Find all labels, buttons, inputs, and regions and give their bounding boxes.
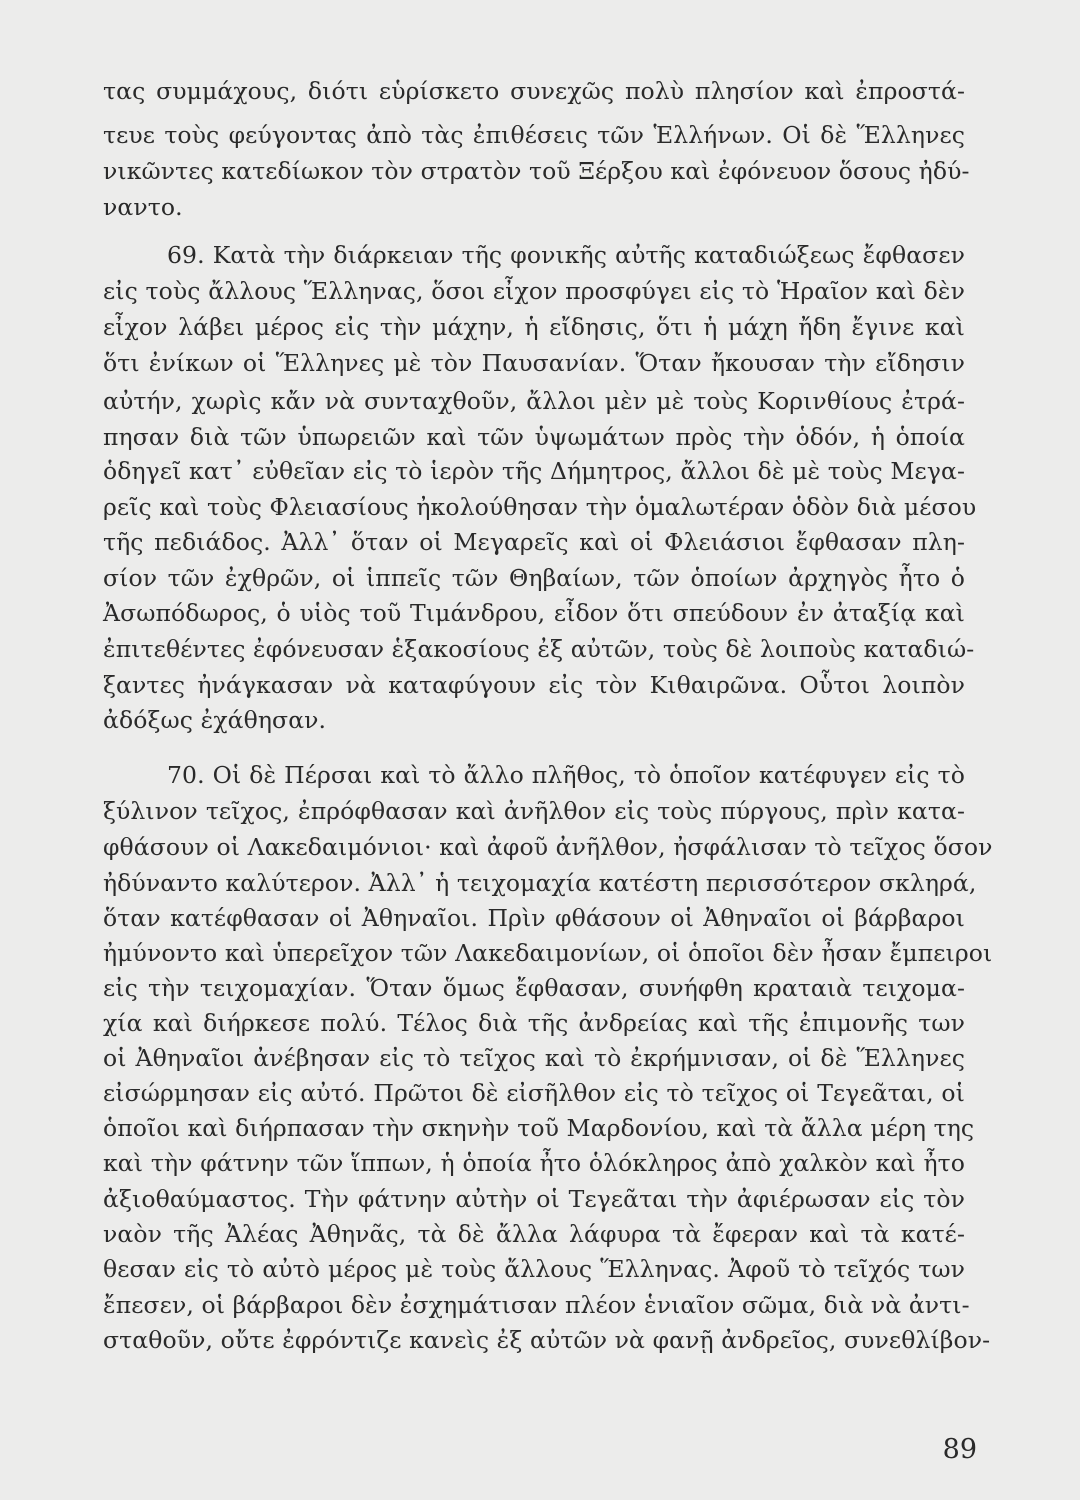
text-line: εἰς τὴν τειχομαχίαν. Ὅταν ὅμως ἔφθασαν, συνήφθη κραταιὰ τειχομα- — [103, 974, 965, 1002]
text-line: ξύλινον τεῖχος, ἐπρόφθασαν καὶ ἀνῆλθον εἰς τοὺς πύργους, πρὶν κατα- — [103, 797, 965, 825]
text-line: ἀξιοθαύμαστος. Τὴν φάτνην αὐτὴν οἱ Τεγεᾶται τὴν ἀφιέρωσαν εἰς τὸν — [103, 1185, 965, 1213]
text-line: καὶ τὴν φάτνην τῶν ἵππων, ἡ ὁποία ἦτο ὁλόκληρος ἀπὸ χαλκὸν καὶ ἦτο — [103, 1149, 965, 1177]
text-line: τας συμμάχους, διότι εὑρίσκετο συνεχῶς πολὺ πλησίον καὶ ἐπροστά- — [103, 77, 965, 105]
text-line: τευε τοὺς φεύγοντας ἀπὸ τὰς ἐπιθέσεις τῶν Ἑλλήνων. Οἱ δὲ Ἕλληνες — [103, 121, 965, 149]
text-line: σταθοῦν, οὔτε ἐφρόντιζε κανεὶς ἐξ αὐτῶν νὰ φανῇ ἀνδρεῖος, συνεθλίβον- — [103, 1326, 991, 1354]
text-line: ὁποῖοι καὶ διήρπασαν τὴν σκηνὴν τοῦ Μαρδονίου, καὶ τὰ ἄλλα μέρη της — [103, 1114, 975, 1142]
text-line: οἱ Ἀθηναῖοι ἀνέβησαν εἰς τὸ τεῖχος καὶ τὸ ἐκρήμνισαν, οἱ δὲ Ἕλληνες — [103, 1044, 965, 1072]
text-line: εἶχον λάβει μέρος εἰς τὴν μάχην, ἡ εἴδησις, ὅτι ἡ μάχη ἤδη ἔγινε καὶ — [103, 313, 965, 341]
text-line: ναὸν τῆς Ἀλέας Ἀθηνᾶς, τὰ δὲ ἄλλα λάφυρα τὰ ἔφεραν καὶ τὰ κατέ- — [103, 1220, 965, 1248]
text-line: ἠμύνοντο καὶ ὑπερεῖχον τῶν Λακεδαιμονίων, οἱ ὁποῖοι δὲν ἦσαν ἔμπειροι — [103, 939, 993, 967]
text-line: ξαντες ἠνάγκασαν νὰ καταφύγουν εἰς τὸν Κιθαιρῶνα. Οὗτοι λοιπὸν — [103, 671, 965, 699]
text-line: ρεῖς καὶ τοὺς Φλειασίους ἠκολούθησαν τὴν ὁμαλωτέραν ὁδὸν διὰ μέσου — [103, 493, 977, 521]
text-line: ἔπεσεν, οἱ βάρβαροι δὲν ἐσχημάτισαν πλέον ἑνιαῖον σῶμα, διὰ νὰ ἀντι- — [103, 1291, 970, 1319]
text-line: τῆς πεδιάδος. Ἀλλ᾽ ὅταν οἱ Μεγαρεῖς καὶ οἱ Φλειάσιοι ἔφθασαν πλη- — [103, 528, 965, 556]
text-line: πησαν διὰ τῶν ὑπωρειῶν καὶ τῶν ὑψωμάτων πρὸς τὴν ὁδόν, ἡ ὁποία — [103, 423, 965, 451]
text-line: εἰς τοὺς ἄλλους Ἕλληνας, ὅσοι εἶχον προσφύγει εἰς τὸ Ἡραῖον καὶ δὲν — [103, 277, 965, 305]
paragraph-70-start: 70. Οἱ δὲ Πέρσαι καὶ τὸ ἄλλο πλῆθος, τὸ ὁποῖον κατέφυγεν εἰς τὸ — [167, 761, 965, 789]
text-line: ὅταν κατέφθασαν οἱ Ἀθηναῖοι. Πρὶν φθάσουν οἱ Ἀθηναῖοι οἱ βάρβαροι — [103, 904, 965, 932]
page-number: 89 — [942, 1434, 977, 1465]
text-line: ναντο. — [103, 193, 183, 221]
text-line: ἐπιτεθέντες ἐφόνευσαν ἑξακοσίους ἐξ αὐτῶν, τοὺς δὲ λοιποὺς καταδιώ- — [103, 635, 975, 663]
text-line: νικῶντες κατεδίωκον τὸν στρατὸν τοῦ Ξέρξου καὶ ἐφόνευον ὅσους ἠδύ- — [103, 157, 970, 185]
text-line: φθάσουν οἱ Λακεδαιμόνιοι· καὶ ἀφοῦ ἀνῆλθον, ἠσφάλισαν τὸ τεῖχος ὅσον — [103, 833, 993, 861]
text-line: ὁδηγεῖ κατ᾽ εὐθεῖαν εἰς τὸ ἱερὸν τῆς Δήμητρος, ἄλλοι δὲ μὲ τοὺς Μεγα- — [103, 457, 965, 485]
text-line: αὐτήν, χωρὶς κἄν νὰ συνταχθοῦν, ἄλλοι μὲν μὲ τοὺς Κορινθίους ἐτρά- — [103, 387, 965, 415]
text-line: εἰσώρμησαν εἰς αὐτό. Πρῶτοι δὲ εἰσῆλθον εἰς τὸ τεῖχος οἱ Τεγεᾶται, οἱ — [103, 1079, 965, 1107]
text-line: ἀδόξως ἐχάθησαν. — [103, 706, 327, 734]
text-line: ἠδύναντο καλύτερον. Ἀλλ᾽ ἡ τειχομαχία κατέστη περισσότερον σκληρά, — [103, 869, 977, 897]
text-line: σίον τῶν ἐχθρῶν, οἱ ἱππεῖς τῶν Θηβαίων, τῶν ὁποίων ἀρχηγὸς ἦτο ὁ — [103, 564, 965, 592]
text-line: Ἀσωπόδωρος, ὁ υἱὸς τοῦ Τιμάνδρου, εἶδον ὅτι σπεύδουν ἐν ἀταξίᾳ καὶ — [103, 599, 965, 627]
paragraph-69-start: 69. Κατὰ τὴν διάρκειαν τῆς φονικῆς αὐτῆς καταδιώξεως ἔφθασεν — [167, 241, 965, 269]
text-line: θεσαν εἰς τὸ αὐτὸ μέρος μὲ τοὺς ἄλλους Ἕλληνας. Ἀφοῦ τὸ τεῖχός των — [103, 1255, 965, 1283]
text-line: χία καὶ διήρκεσε πολύ. Τέλος διὰ τῆς ἀνδρείας καὶ τῆς ἐπιμονῆς των — [103, 1009, 965, 1037]
text-line: ὅτι ἐνίκων οἱ Ἕλληνες μὲ τὸν Παυσανίαν. Ὅταν ἤκουσαν τὴν εἴδησιν — [103, 349, 965, 377]
